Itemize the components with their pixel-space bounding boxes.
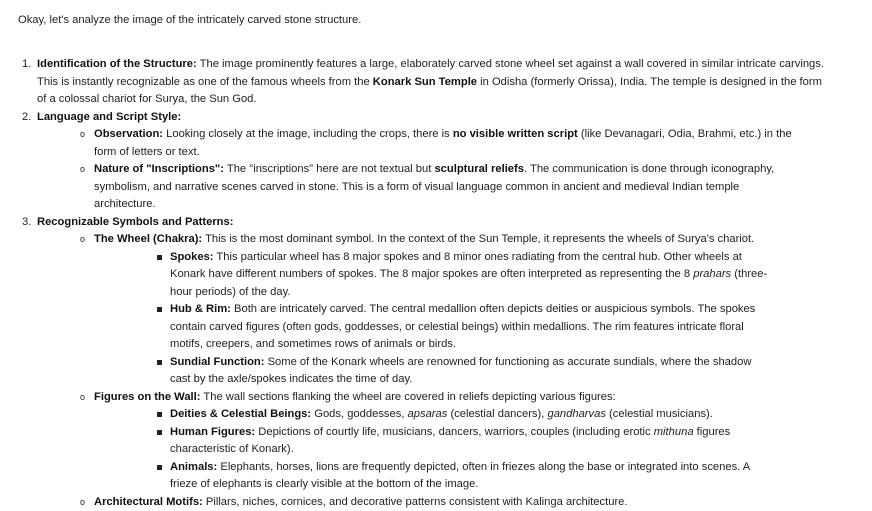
- section-title: Language and Script Style:: [37, 111, 181, 123]
- hollow-bullet: o: [80, 494, 85, 511]
- detail-text: (celestial musicians).: [606, 408, 713, 420]
- sub-list: [37, 231, 832, 511]
- detail-text: Depictions of courtly life, musicians, dancers, warriors, couples (including erotic: [255, 426, 654, 438]
- detail-item-spokes: [94, 249, 802, 302]
- detail-italic-text: gandharvas: [547, 408, 605, 420]
- section-title: Recognizable Symbols and Patterns:: [37, 216, 233, 228]
- square-bullet: [157, 307, 162, 312]
- detail-item-deities: [94, 406, 802, 424]
- item-text: The wall sections flanking the wheel are covered in reliefs depicting various figures:: [201, 391, 616, 403]
- square-bullet: [157, 430, 162, 435]
- section-text: The image prominently features a large, elaborately carved stone wheel set against a wall covered in similar intricate carvings. This is instantly recognizable as one of the famous wheels from the: [37, 58, 824, 88]
- hollow-bullet: o: [80, 126, 85, 144]
- sub-list: [37, 126, 832, 214]
- item-label: Observation:: [94, 128, 163, 140]
- hollow-bullet: o: [80, 389, 85, 407]
- detail-item-human-figures: [94, 424, 802, 459]
- detail-item-hub-rim: [94, 301, 802, 354]
- main-list: [0, 56, 872, 511]
- detail-label: Hub & Rim:: [170, 303, 231, 315]
- item-text: Pillars, niches, cornices, and decorative patterns consistent with Kalinga architecture.: [203, 496, 628, 508]
- item-text: The "inscriptions" here are not textual but: [224, 163, 434, 175]
- item-bold-text: sculptural reliefs: [434, 163, 524, 175]
- item-text: Looking closely at the image, including the crops, there is: [163, 128, 453, 140]
- sub-item-wheel: [37, 231, 832, 389]
- intro-paragraph: Okay, let's analyze the image of the intricately carved stone structure.: [18, 12, 361, 30]
- sub-item-architectural-motifs: [37, 494, 832, 511]
- list-item-language: [0, 109, 872, 214]
- item-label: The Wheel (Chakra):: [94, 233, 202, 245]
- square-bullet: [157, 412, 162, 417]
- section-title: Identification of the Structure:: [37, 58, 197, 70]
- section-bold-text: Konark Sun Temple: [373, 76, 477, 88]
- detail-text: Both are intricately carved. The central medallion often depicts deities or auspicious symbols. The spokes contain carved figures (often gods, goddesses, or celestial beings) within medallions. The rim features intricate floral motifs, creepers, and sometimes rows of animals or birds.: [170, 303, 755, 350]
- detail-text: figures characteristic of Konark).: [170, 426, 730, 456]
- item-text: . The communication is done through iconography, symbolism, and narrative scenes carved in stone. This is a form of visual language common in ancient and medieval Indian temple architecture.: [94, 163, 774, 210]
- detail-text: Some of the Konark wheels are renowned for functioning as accurate sundials, where the shadow cast by the axle/spokes indicates the time of day.: [170, 356, 751, 386]
- detail-text: Elephants, horses, lions are frequently depicted, often in friezes along the base or integrated into scenes. A frieze of elephants is clearly visible at the bottom of the image.: [170, 461, 750, 491]
- item-label: Nature of "Inscriptions":: [94, 163, 224, 175]
- section-text: in Odisha (formerly Orissa), India. The temple is designed in the form of a colossal chariot for Surya, the Sun God.: [37, 76, 822, 106]
- list-number: 3.: [22, 214, 31, 232]
- detail-label: Spokes:: [170, 251, 214, 263]
- detail-italic-text: mithuna: [654, 426, 694, 438]
- item-text: (like Devanagari, Odia, Brahmi, etc.) in the form of letters or text.: [94, 128, 792, 158]
- detail-text: (celestial dancers),: [447, 408, 547, 420]
- square-bullet: [157, 360, 162, 365]
- list-item-identification: [0, 56, 872, 109]
- detail-item-sundial: [94, 354, 802, 389]
- detail-italic-text: prahars: [693, 268, 731, 280]
- item-label: Figures on the Wall:: [94, 391, 201, 403]
- detail-text: Gods, goddesses,: [311, 408, 407, 420]
- detail-label: Animals:: [170, 461, 217, 473]
- hollow-bullet: o: [80, 231, 85, 249]
- square-bullet: [157, 255, 162, 260]
- sub-item-nature-of-inscriptions: [37, 161, 832, 214]
- detail-label: Deities & Celestial Beings:: [170, 408, 311, 420]
- sub-item-figures: [37, 389, 832, 494]
- item-text: This is the most dominant symbol. In the context of the Sun Temple, it represents the wheels of Surya's chariot.: [202, 233, 754, 245]
- list-item-symbols: [0, 214, 872, 511]
- detail-label: Sundial Function:: [170, 356, 264, 368]
- detail-list: [94, 406, 802, 494]
- item-label: Architectural Motifs:: [94, 496, 203, 508]
- sub-item-observation: [37, 126, 832, 161]
- detail-item-animals: [94, 459, 802, 494]
- detail-label: Human Figures:: [170, 426, 255, 438]
- detail-italic-text: apsaras: [408, 408, 448, 420]
- detail-text: (three-hour periods) of the day.: [170, 268, 767, 298]
- detail-text: This particular wheel has 8 major spokes and 8 minor ones radiating from the central hub. Other wheels at Konark have different numbers of spokes. The 8 major spokes are often interpreted as representing the 8: [170, 251, 742, 281]
- square-bullet: [157, 465, 162, 470]
- hollow-bullet: o: [80, 161, 85, 179]
- list-number: 1.: [22, 56, 31, 74]
- detail-list: [94, 249, 802, 389]
- item-bold-text: no visible written script: [453, 128, 578, 140]
- list-number: 2.: [22, 109, 31, 127]
